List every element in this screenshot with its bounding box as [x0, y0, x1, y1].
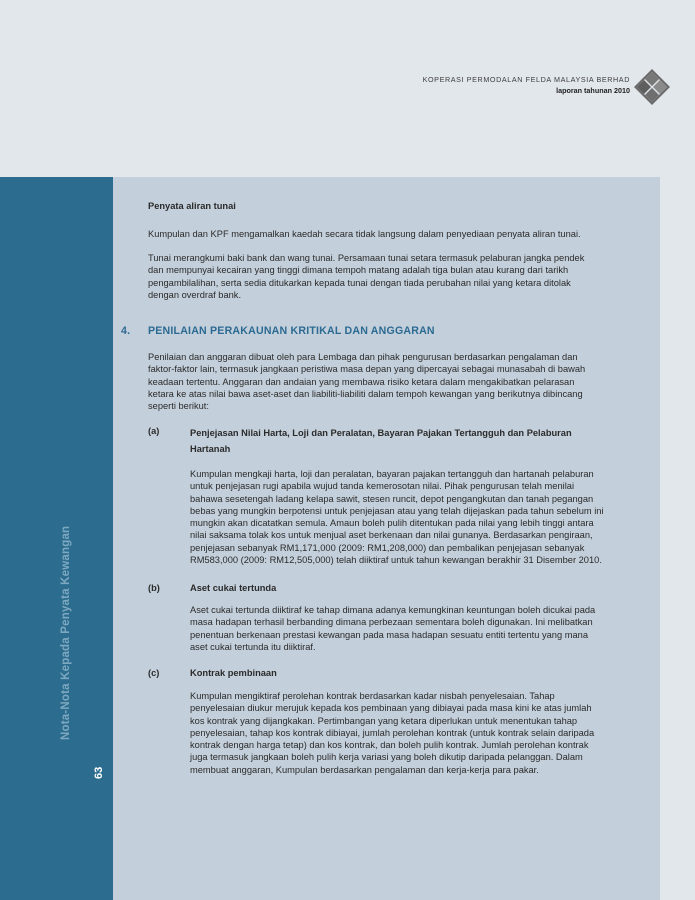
- item-label-a: (a): [148, 426, 160, 436]
- item-body-b: [190, 604, 655, 653]
- text-line: juga termasuk jangkaan boleh pulih kerja variasi yang boleh dikutip daripada pelanggan. Dalam: [190, 752, 583, 763]
- text-line: kos kontrak yang dijangkakan. Pertimbangan yang ketara diperlukan untuk menentukan tahap: [190, 715, 578, 726]
- section-number: 4.: [121, 325, 131, 337]
- text-line: Kumpulan mengkaji harta, loji dan peralatan, bayaran pajakan tertangguh dan hartanah pelaburan: [190, 469, 594, 479]
- text-line: seperti berikut:: [148, 401, 209, 412]
- text-line: masa hadapan terhasil berbanding dimana perbezaan sementara boleh digunakan. Ini melibatkan: [190, 617, 593, 628]
- text-line: Tunai merangkumi baki bank dan wang tunai. Persamaan tunai setara termasuk pelaburan jangka pendek: [148, 253, 585, 263]
- text-line: ketara ke atas nilai bawa aset-aset dan liabiliti-liabiliti dalam tempoh kewangan yang berikutnya dibincang: [148, 388, 583, 399]
- sidebar-title: Nota-Nota Kepada Penyata Kewangan: [60, 525, 72, 740]
- cashflow-paragraph-2: [148, 252, 626, 301]
- organization-name: KOPERASI PERMODALAN FELDA MALAYSIA BERHAD: [422, 75, 630, 84]
- report-title: [556, 86, 630, 95]
- item-label-c: (c): [148, 668, 160, 678]
- item-body-c: [190, 690, 655, 776]
- text-line: penjejasan sebanyak RM1,171,000 (2009: RM1,208,000) dan pembalikan penjejasan sebanyak: [190, 542, 585, 553]
- text-line: dan mempunyai kecairan yang tinggi dimana tempoh matang adalah tiga bulan atau kurang dari tarikh: [148, 265, 569, 276]
- section-intro: [148, 351, 626, 412]
- cashflow-heading: Penyata aliran tunai: [148, 201, 236, 211]
- item-heading-c: Kontrak pembinaan: [190, 668, 277, 678]
- section-title: PENILAIAN PERAKAUNAN KRITIKAL DAN ANGGARAN: [148, 325, 435, 337]
- text-line: penyelesaian, tahap kos kontrak dibiayai, jumlah perolehan kontrak (untuk kontrak selain daripada: [190, 727, 595, 738]
- text-line: penentuan berkenaan prestasi kewangan pada masa hadapan sesuatu entiti tertentu yang mana: [190, 629, 588, 640]
- text-line: aset cukai tertunda itu diiktiraf.: [190, 641, 316, 652]
- item-label-b: (b): [148, 583, 160, 593]
- text-line: Kumpulan mengiktiraf perolehan kontrak berdasarkan kadar nisbah penyelesaian. Tahap: [190, 691, 555, 701]
- text-line: membuat anggaran, Kumpulan berdasarkan pengalaman dan kerja-kerja para pakar.: [190, 764, 539, 775]
- text-line: faktor-faktor lain, termasuk jangkaan peristiwa masa depan yang dipercayai sebagai munasabah di bawah: [148, 364, 586, 375]
- text-line: penyelesaian diukur merujuk kepada kos pembinaan yang dibiayai pada masa kini ke atas jumlah: [190, 703, 592, 714]
- text-line: dengan overdraf bank.: [148, 289, 242, 300]
- text-line: keadaan tertentu. Anggaran dan andaian yang membawa risiko ketara dalam mengakibatkan pelarasan: [148, 376, 575, 387]
- text-line: bahawa sesetengah ladang kelapa sawit, stesen runcit, depot pengangkutan dan tanah pegangan: [190, 493, 594, 504]
- text-line: RM583,000 (2009: RM12,505,000) telah diiktiraf untuk tahun kewangan berakhir 31 Disember 2010.: [190, 555, 602, 566]
- heading-line: Hartanah: [190, 444, 231, 454]
- text-line: mungkin akan dicatatkan semula. Amaun boleh pulih ditentukan pada nilai yang lebih tinggi antara: [190, 518, 594, 529]
- text-line: Penilaian dan anggaran dibuat oleh para Lembaga dan pihak pengurusan berdasarkan pengalaman dan: [148, 352, 578, 362]
- report-prefix: laporan tahunan: [556, 86, 612, 95]
- item-body-a: [190, 468, 655, 566]
- text-line: pengambilalihan, serta sedia ditukarkan kepada tunai dengan tiada perubahan nilai yang ketara ditolak: [148, 277, 571, 288]
- heading-line: Penjejasan Nilai Harta, Loji dan Peralatan, Bayaran Pajakan Tertangguh dan Pelaburan: [190, 428, 572, 438]
- text-line: kontrak dengan harga tetap) dan kos kontrak, dan boleh pulih kontrak. Jumlah perolehan kontrak: [190, 740, 589, 751]
- right-margin: [660, 177, 695, 900]
- page-number: 63: [93, 766, 105, 779]
- sidebar: [0, 177, 113, 900]
- item-heading-b: Aset cukai tertunda: [190, 583, 277, 593]
- text-line: untuk penjejasan rugi apabila wujud tanda kemerosotan nilai. Pihak pengurusan telah menilai: [190, 481, 575, 492]
- item-heading-a: [190, 425, 572, 457]
- kpf-logo-icon: [633, 68, 671, 106]
- text-line: nilai saksama tolak kos untuk menjual aset berkenaan dan nilai gunanya. Berdasarkan pengiraan,: [190, 530, 593, 541]
- cashflow-paragraph-1: Kumpulan dan KPF mengamalkan kaedah secara tidak langsung dalam penyediaan penyata aliran tunai.: [148, 229, 581, 239]
- text-line: bebas yang mungkin berpotensi untuk penjejasan atau yang telah dijejaskan pada tahun sebelum ini: [190, 505, 604, 516]
- report-year: 2010: [614, 86, 630, 95]
- text-line: Aset cukai tertunda diiktiraf ke tahap dimana adanya kemungkinan keuntungan boleh dicukai pada: [190, 605, 596, 615]
